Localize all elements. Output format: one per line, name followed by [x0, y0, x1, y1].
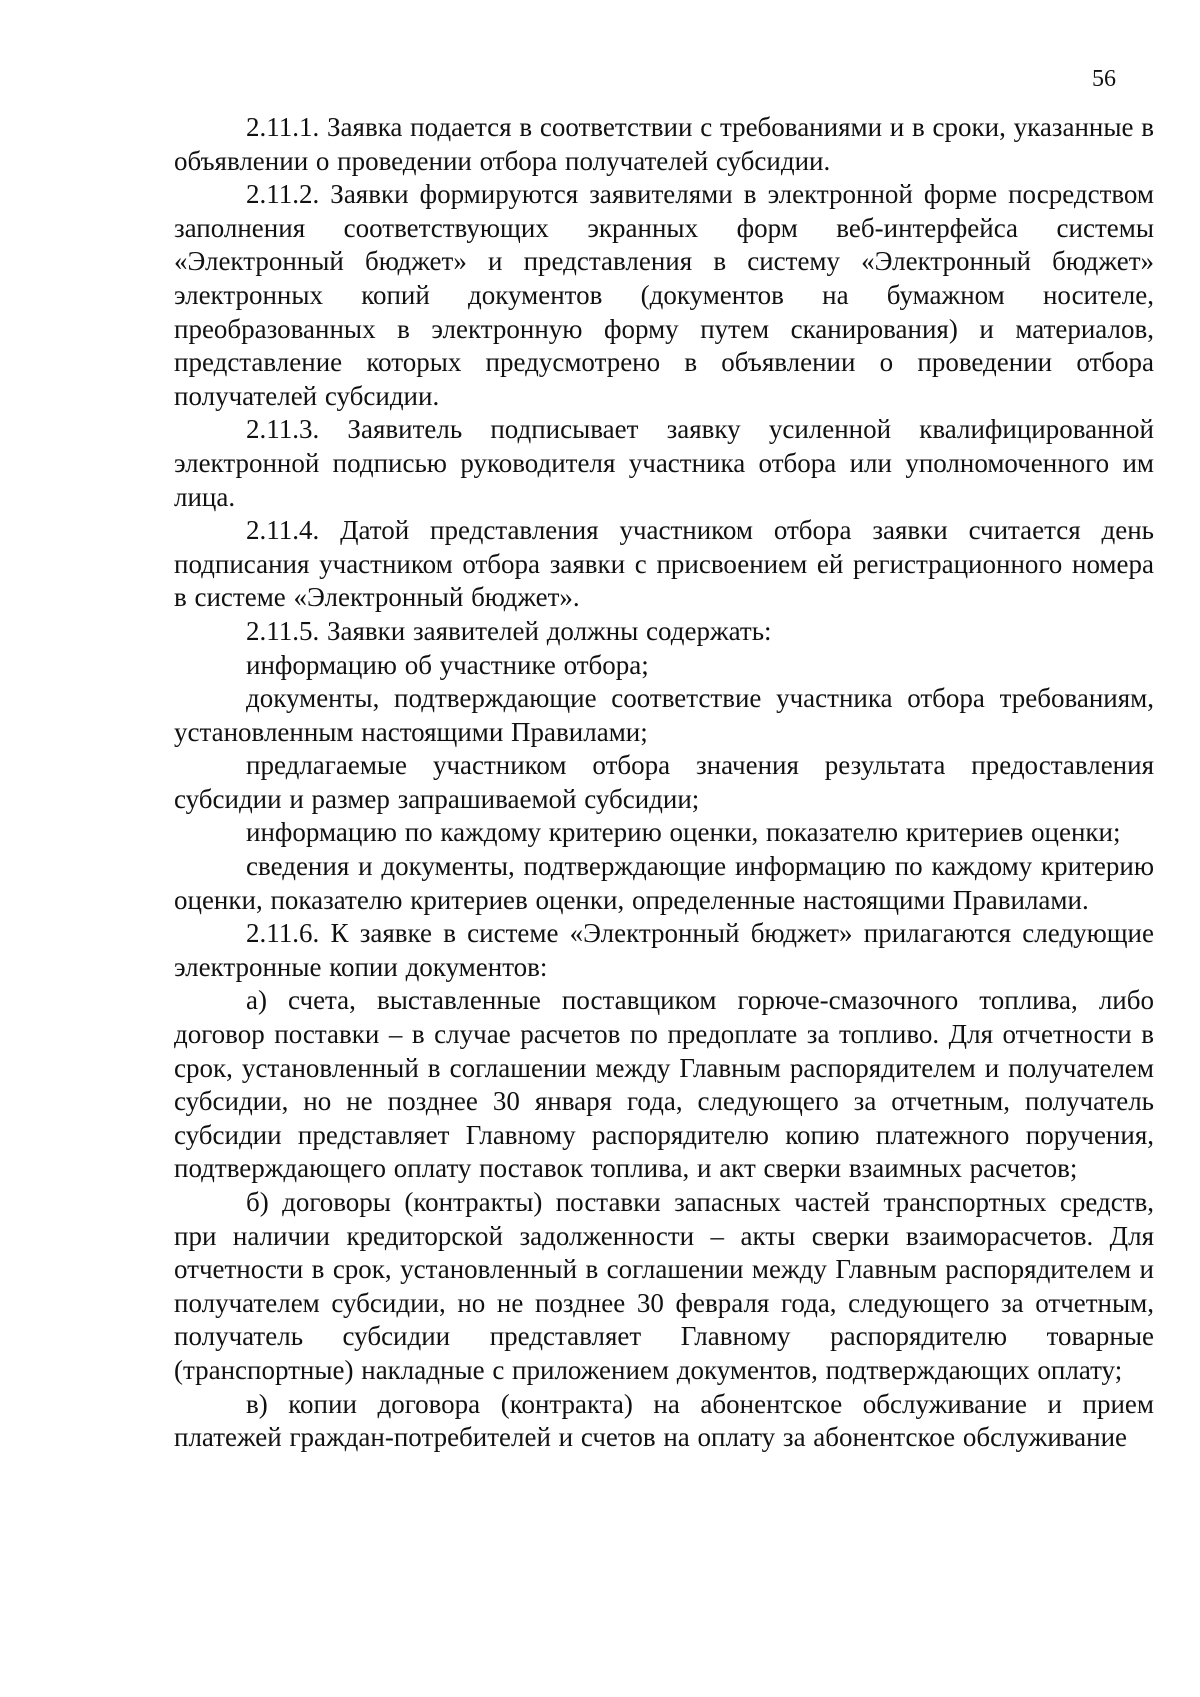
paragraph-2-11-5: 2.11.5. Заявки заявителей должны содержать: [246, 615, 772, 646]
list-item-b: б) договоры (контракты) поставки запасных частей транспортных средств, при наличии кредиторской задолженности – акты сверки взаиморасчетов. Для отчетности в срок, установленный в соглашении между Главным распорядителем и получателем субсидии, но не позднее 30 февраля года, следующего за отчетным, получатель субсидии представляет Главному распорядителю товарные (транспортные) накладные с приложением документов, подтверждающих оплату; [174, 1187, 1154, 1385]
list-item-criteria-info: информацию по каждому критерию оценки, показателю критериев оценки; [246, 817, 1121, 848]
paragraph-2-11-6: 2.11.6. К заявке в системе «Электронный бюджет» прилагаются следующие электронные копии документов: [174, 918, 1154, 982]
paragraph-2-11-1: 2.11.1. Заявка подается в соответствии с требованиями и в сроки, указанные в объявлении о проведении отбора получателей субсидии. [174, 112, 1154, 176]
list-item-compliance-documents: документы, подтверждающие соответствие участника отбора требованиям, установленным настоящими Правилами; [174, 683, 1154, 747]
list-item-participant-info: информацию об участнике отбора; [246, 649, 649, 680]
list-item-result-values: предлагаемые участником отбора значения результата предоставления субсидии и размер запрашиваемой субсидии; [174, 750, 1154, 814]
document-body [174, 111, 1154, 1455]
page-number: 56 [1092, 66, 1116, 92]
paragraph-2-11-2: 2.11.2. Заявки формируются заявителями в электронной форме посредством заполнения соответствующих экранных форм веб-интерфейса системы «Электронный бюджет» и представления в систему «Электронный бюджет» электронных копий документов (документов на бумажном носителе, преобразованных в электронную форму путем сканирования) и материалов, представление которых предусмотрено в объявлении о проведении отбора получателей субсидии. [174, 179, 1154, 411]
paragraph-2-11-3: 2.11.3. Заявитель подписывает заявку усиленной квалифицированной электронной подписью руководителя участника отбора или уполномоченного им лица. [174, 414, 1154, 512]
list-item-a: а) счета, выставленные поставщиком горюче-смазочного топлива, либо договор поставки – в случае расчетов по предоплате за топливо. Для отчетности в срок, установленный в соглашении между Главным распорядителем и получателем субсидии, но не позднее 30 января года, следующего за отчетным, получатель субсидии представляет Главному распорядителю копию платежного поручения, подтверждающего оплату поставок топлива, и акт сверки взаимных расчетов; [174, 985, 1154, 1184]
list-item-criteria-documents: сведения и документы, подтверждающие информацию по каждому критерию оценки, показателю критериев оценки, определенные настоящими Правилами. [174, 851, 1154, 915]
list-item-v: в) копии договора (контракта) на абонентское обслуживание и прием платежей граждан-потребителей и счетов на оплату за абонентское обслуживание [174, 1388, 1154, 1453]
paragraph-2-11-4: 2.11.4. Датой представления участником отбора заявки считается день подписания участником отбора заявки с присвоением ей регистрационного номера в системе «Электронный бюджет». [174, 515, 1154, 613]
